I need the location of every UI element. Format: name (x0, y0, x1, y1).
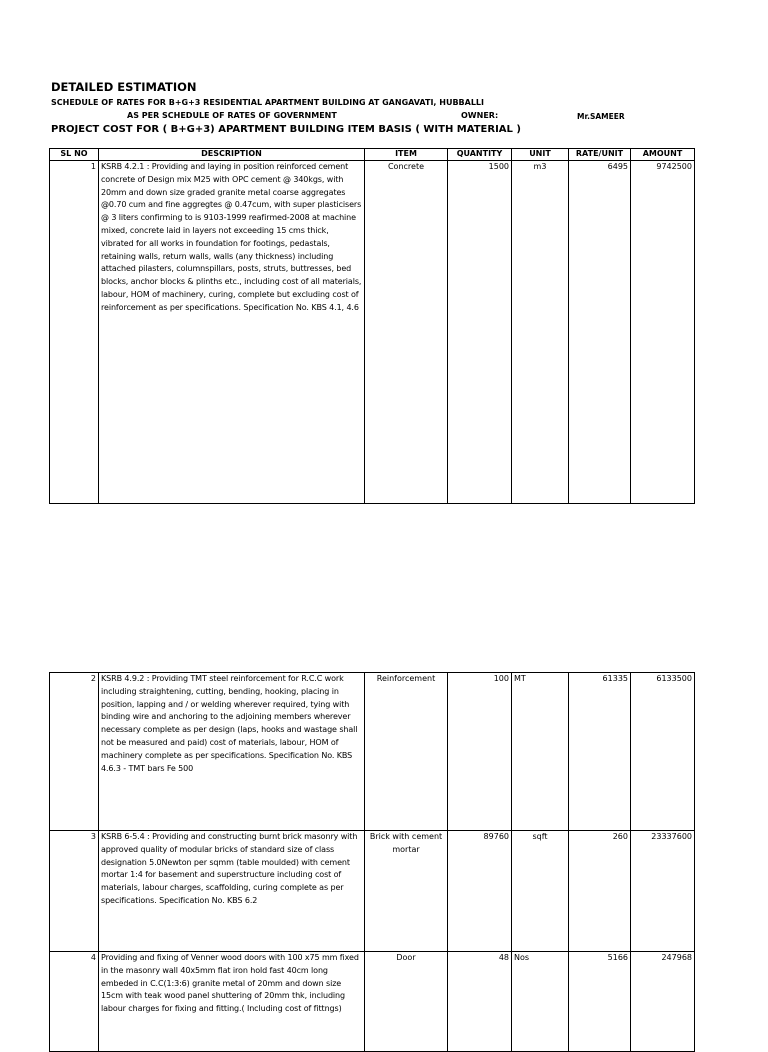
quantity-cell: 100 (448, 673, 512, 831)
column-header-quantity: QUANTITY (448, 149, 512, 161)
column-header-amount: AMOUNT (631, 149, 695, 161)
rate-cell: 260 (569, 831, 631, 952)
quantity-cell: 1500 (448, 161, 512, 504)
column-header-rate: RATE/UNIT (569, 149, 631, 161)
table-row (50, 952, 695, 1052)
description-cell: Providing and fixing of Venner wood doors with 100 x75 mm fixed in the masonry wall 40x5mm flat iron hold fast 40cm long embeded in C.C(1:3:6) granite metal of 20mm and down size 15cm with teak wood panel shuttering of 20mm thk, including labour charges for fixing and fitting.( Including cost of fittngs) (99, 952, 365, 1052)
table-row (50, 161, 695, 504)
amount-cell: 9742500 (631, 161, 695, 504)
item-cell: Door (365, 952, 448, 1052)
rate-cell: 5166 (569, 952, 631, 1052)
estimation-table (49, 148, 695, 504)
rate-cell: 6495 (569, 161, 631, 504)
sl-no-cell: 1 (50, 161, 99, 504)
document-title: DETAILED ESTIMATION (51, 80, 197, 94)
owner-name: Mr.SAMEER (577, 112, 625, 121)
amount-cell: 6133500 (631, 673, 695, 831)
amount-cell: 23337600 (631, 831, 695, 952)
sl-no-cell: 2 (50, 673, 99, 831)
unit-cell: m3 (512, 161, 569, 504)
as-per-subtitle: AS PER SCHEDULE OF RATES OF GOVERNMENT (127, 111, 337, 120)
column-header-description: DESCRIPTION (99, 149, 365, 161)
quantity-cell: 48 (448, 952, 512, 1052)
unit-cell: sqft (512, 831, 569, 952)
sl-no-cell: 3 (50, 831, 99, 952)
item-cell: Concrete (365, 161, 448, 504)
description-cell: KSRB 4.9.2 : Providing TMT steel reinforcement for R.C.C work including straightening, cutting, bending, hooking, placing in position, lapping and / or welding wherever required, tying with binding wire and anchoring to the adjoining members wherever necessary complete as per design (laps, hooks and wastage shall not be measured and paid) cost of materials, labour, HOM of machinery complete as per specifications. Specification No. KBS 4.6.3 - TMT bars Fe 500 (99, 673, 365, 831)
table-row (50, 673, 695, 831)
table-header-row (50, 149, 695, 161)
unit-cell: Nos (512, 952, 569, 1052)
sl-no-cell: 4 (50, 952, 99, 1052)
column-header-sl-no: SL NO (50, 149, 99, 161)
unit-cell: MT (512, 673, 569, 831)
quantity-cell: 89760 (448, 831, 512, 952)
item-cell: Reinforcement (365, 673, 448, 831)
description-cell: KSRB 6-5.4 : Providing and constructing burnt brick masonry with approved quality of modular bricks of standard size of class designation 5.0Newton per sqmm (table moulded) with cement mortar 1:4 for basement and superstructure including cost of materials, labour charges, scaffolding, curing complete as per specifications. Specification No. KBS 6.2 (99, 831, 365, 952)
rate-cell: 61335 (569, 673, 631, 831)
estimation-table-continued (49, 672, 695, 1052)
column-header-unit: UNIT (512, 149, 569, 161)
project-cost-heading: PROJECT COST FOR ( B+G+3) APARTMENT BUILDING ITEM BASIS ( WITH MATERIAL ) (51, 124, 521, 135)
table-row (50, 831, 695, 952)
schedule-subtitle: SCHEDULE OF RATES FOR B+G+3 RESIDENTIAL APARTMENT BUILDING AT GANGAVATI, HUBBALLI (51, 98, 485, 107)
owner-label: OWNER: (461, 111, 499, 120)
column-header-item: ITEM (365, 149, 448, 161)
amount-cell: 247968 (631, 952, 695, 1052)
item-cell: Brick with cement mortar (365, 831, 448, 952)
description-cell: KSRB 4.2.1 : Providing and laying in position reinforced cement concrete of Design mix M25 with OPC cement @ 340kgs, with 20mm and down size graded granite metal coarse aggregates @0.70 cum and fine aggregtes @ 0.47cum, with super plasticisers @ 3 liters confirming to is 9103-1999 reafirmed-2008 at machine mixed, concrete laid in layers not exceeding 15 cms thick, vibrated for all works in foundation for footings, pedastals, retaining walls, return walls, walls (any thickness) including attached pilasters, columnspillars, posts, struts, buttresses, bed blocks, anchor blocks & plinths etc., including cost of all materials, labour, HOM of machinery, curing, complete but excluding cost of reinforcement as per specifications. Specification No. KBS 4.1, 4.6 (99, 161, 365, 504)
